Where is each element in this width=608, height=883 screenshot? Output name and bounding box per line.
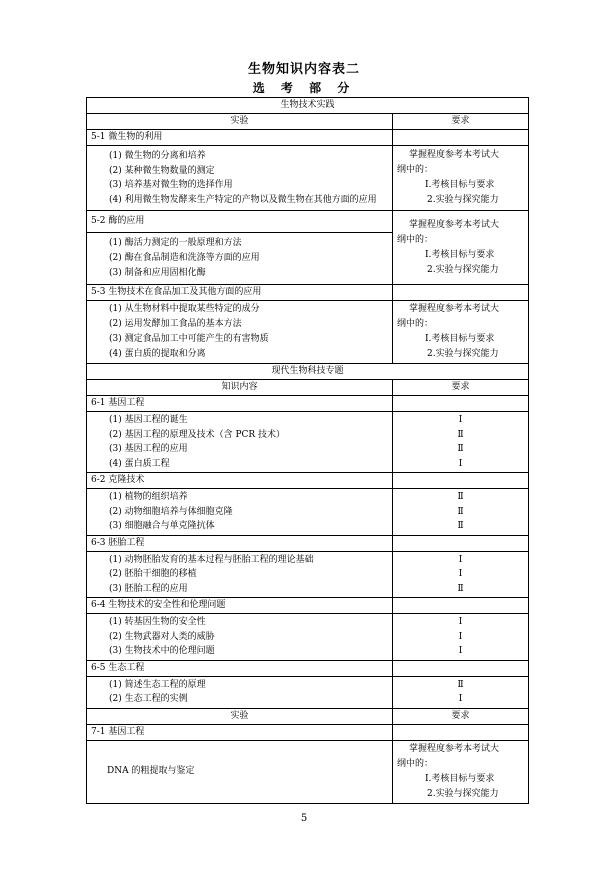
page-subtitle: 选 考 部 分 xyxy=(252,81,356,95)
part2-col-requirement: 要求 xyxy=(393,380,529,396)
empty-cell xyxy=(393,473,529,489)
part2-col-content: 知识内容 xyxy=(87,380,393,396)
section-title: 7-1 基因工程 xyxy=(87,724,393,740)
empty-cell xyxy=(393,535,529,551)
list-item: (1) 微生物的分离和培养 xyxy=(109,151,206,161)
list-item: (2) 运用发酵加工食品的基本方法 xyxy=(109,319,242,329)
section-items-row xyxy=(87,676,529,708)
requirement-cell xyxy=(393,146,529,211)
list-item: (4) 蛋白质的提取和分离 xyxy=(109,349,206,359)
requirement-line: 纲中的： xyxy=(397,319,434,329)
part1-column-header-row xyxy=(87,114,529,130)
part2-heading-row xyxy=(87,364,529,380)
level-value: Ⅰ xyxy=(458,694,463,704)
requirement-line: Ⅰ.考核目标与要求 xyxy=(425,334,495,344)
level-value: Ⅱ xyxy=(457,444,464,454)
level-value: Ⅱ xyxy=(457,492,464,502)
section-items-row xyxy=(87,614,529,661)
section-items-row xyxy=(87,146,529,211)
requirement-line: 2.实验与探究能力 xyxy=(427,264,499,275)
list-item: (2) 酶在食品制造和洗涤等方面的应用 xyxy=(109,253,260,263)
list-item: (1) 基因工程的诞生 xyxy=(109,415,188,425)
section-items-row xyxy=(87,489,529,536)
section-title: 6-5 生态工程 xyxy=(87,660,393,676)
section-items xyxy=(87,676,393,708)
requirement-cell xyxy=(393,740,529,803)
requirement-line: 掌握程度参考本考试大 xyxy=(409,304,500,314)
level-cell xyxy=(393,614,529,661)
requirement-line: Ⅰ.考核目标与要求 xyxy=(425,249,495,260)
level-value: Ⅰ xyxy=(458,554,463,565)
section-items xyxy=(87,614,393,661)
section-row xyxy=(87,724,529,740)
level-value: Ⅰ xyxy=(458,415,463,425)
section-items xyxy=(87,551,393,598)
list-item: (1) 简述生态工程的原理 xyxy=(109,679,206,690)
list-item: (4) 利用微生物发酵来生产特定的产物以及微生物在其他方面的应用 xyxy=(109,194,377,205)
part3-col-requirement: 要求 xyxy=(393,708,529,724)
knowledge-table xyxy=(86,97,529,804)
section-title: 5-2 酶的应用 xyxy=(87,211,393,233)
empty-cell xyxy=(393,598,529,614)
part1-heading: 生物技术实践 xyxy=(87,98,529,114)
section-items xyxy=(87,489,393,536)
part2-column-header-row xyxy=(87,380,529,396)
list-item: (1) 转基因生物的安全性 xyxy=(109,617,206,627)
section-row xyxy=(87,285,529,301)
requirement-line: 纲中的： xyxy=(397,165,434,175)
part2-heading: 现代生物科技专题 xyxy=(87,364,529,380)
level-value: Ⅰ xyxy=(458,569,463,579)
list-item: DNA 的粗提取与鉴定 xyxy=(107,766,195,776)
list-item: (2) 生态工程的实例 xyxy=(109,694,188,704)
requirement-line: 掌握程度参考本考试大 xyxy=(409,743,500,754)
level-cell xyxy=(393,412,529,473)
list-item: (2) 胚胎干细胞的移植 xyxy=(109,569,197,579)
section-title: 5-1 微生物的利用 xyxy=(87,130,393,146)
list-item: (2) 某种微生物数量的测定 xyxy=(109,165,215,176)
section-row xyxy=(87,598,529,614)
level-value: Ⅰ xyxy=(458,617,463,627)
requirement-line: 2.实验与探究能力 xyxy=(427,788,499,799)
list-item: (3) 制备和应用固相化酶 xyxy=(109,268,206,278)
section-row xyxy=(87,130,529,146)
requirement-line: 2.实验与探究能力 xyxy=(427,349,499,359)
level-value: Ⅱ xyxy=(457,521,464,531)
list-item: (2) 动物细胞培养与体细胞克隆 xyxy=(109,506,233,517)
section-items-row xyxy=(87,740,529,803)
section-items xyxy=(87,412,393,473)
section-row xyxy=(87,473,529,489)
list-item: (3) 胚胎工程的应用 xyxy=(109,583,188,594)
requirement-cell xyxy=(393,211,529,285)
level-cell xyxy=(393,489,529,536)
part1-col-requirement: 要求 xyxy=(393,114,529,130)
level-value: Ⅱ xyxy=(457,679,464,690)
empty-cell xyxy=(393,396,529,412)
list-item: (3) 细胞融合与单克隆抗体 xyxy=(109,521,215,531)
list-item: (3) 测定食品加工中可能产生的有害物质 xyxy=(109,334,269,344)
section-items xyxy=(87,146,393,211)
list-item: (2) 基因工程的原理及技术（含 PCR 技术） xyxy=(109,429,286,440)
level-value: Ⅱ xyxy=(457,506,464,517)
section-items-row xyxy=(87,301,529,364)
section-items-row xyxy=(87,551,529,598)
level-value: Ⅰ xyxy=(458,458,463,469)
level-cell xyxy=(393,676,529,708)
part3-column-header-row xyxy=(87,708,529,724)
list-item: (1) 植物的组织培养 xyxy=(109,492,188,502)
section-row xyxy=(87,211,529,233)
part1-col-experiment: 实验 xyxy=(87,114,393,130)
list-item: (2) 生物武器对人类的威胁 xyxy=(109,631,215,642)
level-cell xyxy=(393,551,529,598)
section-row xyxy=(87,396,529,412)
section-title: 5-3 生物技术在食品加工及其他方面的应用 xyxy=(87,285,393,301)
requirement-line: 2.实验与探究能力 xyxy=(427,195,499,205)
requirement-line: 纲中的： xyxy=(397,758,434,769)
requirement-line: 纲中的： xyxy=(397,234,434,245)
section-title: 6-4 生物技术的安全性和伦理问题 xyxy=(87,598,393,614)
level-value: Ⅰ xyxy=(458,646,463,656)
section-items-row xyxy=(87,412,529,473)
section-title: 6-2 克隆技术 xyxy=(87,473,393,489)
part1-heading-row xyxy=(87,98,529,114)
empty-cell xyxy=(393,130,529,146)
list-item: (3) 基因工程的应用 xyxy=(109,444,188,454)
level-value: Ⅱ xyxy=(457,429,464,440)
empty-cell xyxy=(393,724,529,740)
level-value: Ⅱ xyxy=(457,583,464,594)
empty-cell xyxy=(393,660,529,676)
level-value: Ⅰ xyxy=(458,631,463,642)
section-title: 6-1 基因工程 xyxy=(87,396,393,412)
section-items xyxy=(87,233,393,285)
section-title: 6-3 胚胎工程 xyxy=(87,535,393,551)
page-number: 5 xyxy=(300,813,308,824)
section-items xyxy=(87,301,393,364)
list-item: (3) 生物技术中的伦理问题 xyxy=(109,646,215,656)
requirement-line: Ⅰ.考核目标与要求 xyxy=(425,180,495,190)
list-item: (1) 酶活力测定的一般原理和方法 xyxy=(109,238,242,248)
list-item: (4) 蛋白质工程 xyxy=(109,458,170,469)
section-row xyxy=(87,660,529,676)
section-row xyxy=(87,535,529,551)
part3-col-experiment: 实验 xyxy=(87,708,393,724)
requirement-line: 掌握程度参考本考试大 xyxy=(409,219,500,230)
requirement-line: Ⅰ.考核目标与要求 xyxy=(425,773,495,784)
list-item: (3) 培养基对微生物的选择作用 xyxy=(109,180,233,190)
section-items xyxy=(87,740,393,803)
list-item: (1) 从生物材料中提取某些特定的成分 xyxy=(109,304,260,314)
requirement-line: 掌握程度参考本考试大 xyxy=(409,150,500,160)
page-title: 生物知识内容表二 xyxy=(247,62,360,77)
empty-cell xyxy=(393,285,529,301)
list-item: (1) 动物胚胎发育的基本过程与胚胎工程的理论基础 xyxy=(109,554,314,565)
requirement-cell xyxy=(393,301,529,364)
